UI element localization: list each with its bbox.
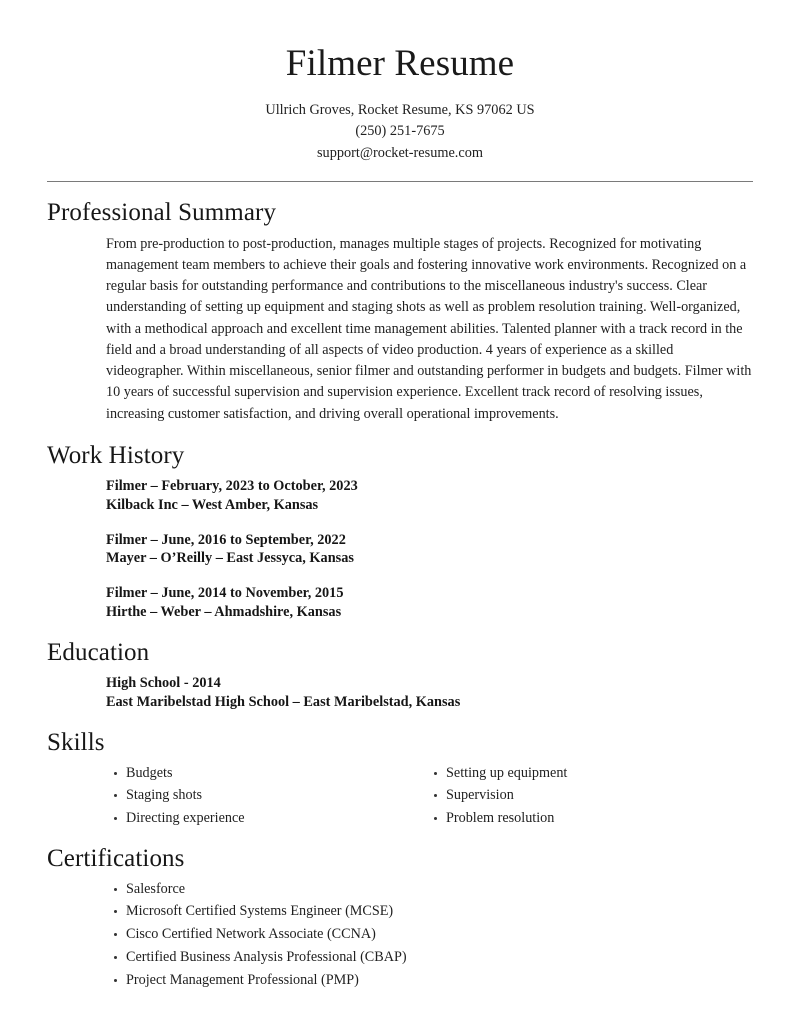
list-item: Cisco Certified Network Associate (CCNA)	[114, 925, 753, 943]
page-title: Filmer Resume	[285, 43, 515, 84]
work-history-body	[47, 477, 753, 622]
section-heading-work-history: Work History	[47, 441, 185, 469]
contact-address: Ullrich Groves, Rocket Resume, KS 97062 US	[265, 101, 535, 118]
list-item: Directing experience	[114, 809, 434, 827]
list-item: Project Management Professional (PMP)	[114, 971, 753, 989]
skills-list-left	[114, 764, 434, 828]
section-skills	[47, 712, 753, 828]
list-item: Salesforce	[114, 880, 753, 898]
section-heading-summary: Professional Summary	[47, 198, 277, 226]
skills-column-right	[434, 764, 754, 828]
contact-email: support@rocket-resume.com	[316, 145, 483, 162]
work-entry-employer-location: Hirthe – Weber – Ahmadshire, Kansas	[106, 604, 342, 621]
contact-info	[47, 100, 753, 165]
work-entry-title-dates: Filmer – June, 2014 to November, 2015	[106, 585, 344, 602]
skills-body	[47, 764, 753, 828]
section-work-history	[47, 425, 753, 622]
section-certifications	[47, 828, 753, 990]
work-history-entry	[106, 584, 753, 622]
list-item: Problem resolution	[434, 809, 754, 827]
list-item: Certified Business Analysis Professional (CBAP)	[114, 948, 753, 966]
list-item: Microsoft Certified Systems Engineer (MCSE)	[114, 902, 753, 920]
work-entry-title-dates: Filmer – February, 2023 to October, 2023	[106, 477, 358, 494]
work-history-entry	[106, 477, 753, 515]
contact-phone: (250) 251-7675	[355, 123, 445, 140]
summary-body	[47, 234, 753, 425]
work-entry-employer-location: Kilback Inc – West Amber, Kansas	[106, 496, 319, 513]
certifications-list	[114, 880, 753, 990]
list-item: Supervision	[434, 786, 754, 804]
skills-column-left	[114, 764, 434, 828]
list-item: Budgets	[114, 764, 434, 782]
resume-header	[47, 38, 753, 182]
education-entry	[106, 674, 753, 712]
education-school-location: East Maribelstad High School – East Maribelstad, Kansas	[106, 693, 461, 710]
skills-list-right	[434, 764, 754, 828]
section-professional-summary	[47, 182, 753, 425]
education-body	[47, 674, 753, 712]
summary-text: From pre-production to post-production, manages multiple stages of projects. Recognized for motivating management team members to achieve their goals and fostering innovative work environments. Recognized on a regular basis for outstanding performance and contributions to the miscellaneous industry's success. Clear understanding of setting up equipment and staging shots as well as problem resolution training. Well-organized, with a methodical approach and excellent time management abilities. Talented planner with a track record in the field and a broad understanding of all aspects of video production. 4 years of experience as a skilled videographer. Within miscellaneous, senior filmer and outstanding performer in budgets and budgets. Filmer with 10 years of successful supervision and supervision experience. Excellent track record of resolving issues, increasing customer satisfaction, and driving overall operational improvements.	[106, 235, 752, 422]
certifications-body	[47, 880, 753, 990]
education-degree-year: High School - 2014	[106, 674, 221, 691]
list-item: Setting up equipment	[434, 764, 754, 782]
section-heading-education: Education	[47, 638, 150, 666]
section-education	[47, 622, 753, 712]
work-history-entry	[106, 531, 753, 569]
work-entry-employer-location: Mayer – O’Reilly – East Jessyca, Kansas	[106, 550, 354, 567]
section-heading-certifications: Certifications	[47, 844, 185, 872]
list-item: Staging shots	[114, 786, 434, 804]
work-entry-title-dates: Filmer – June, 2016 to September, 2022	[106, 531, 346, 548]
section-heading-skills: Skills	[47, 728, 105, 756]
